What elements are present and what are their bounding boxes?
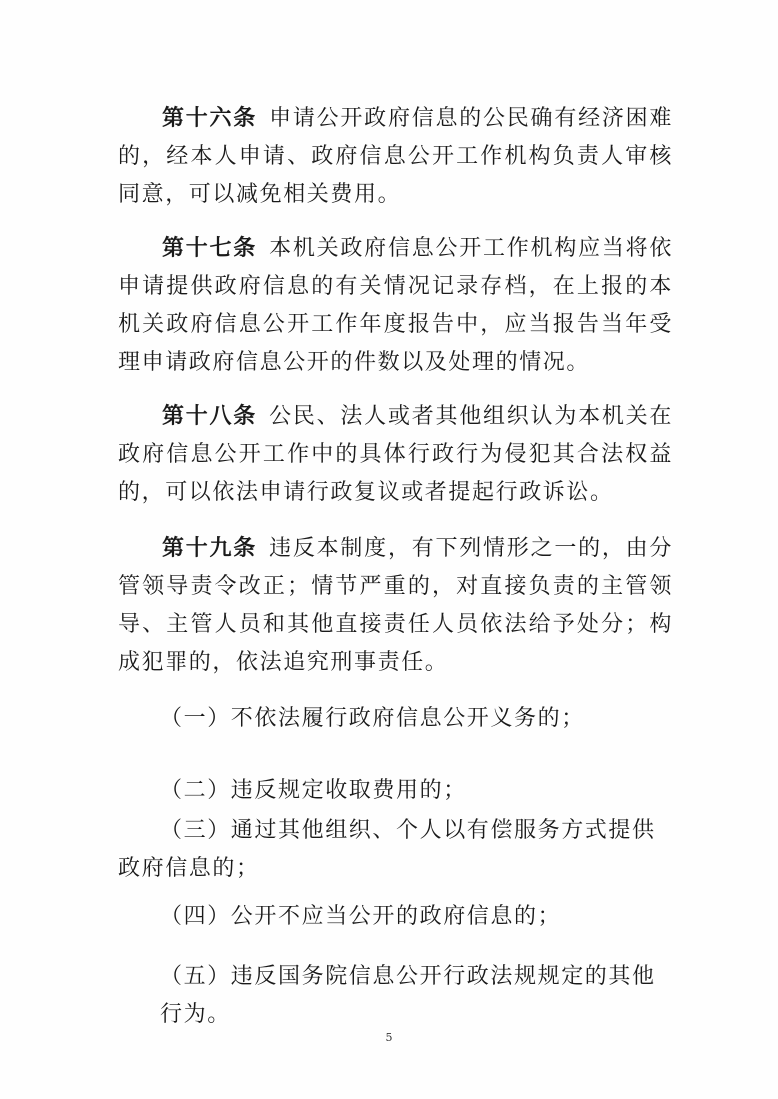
article-text: 申请公开政府信息的公民确有经济困难的，经本人申请、政府信息公开工作机构负责人审核同意，可以减免相关费用。 [118,106,674,207]
article-18 [118,398,673,512]
list-item: （三）通过其他组织、个人以有偿服务方式提供政府信息的； [118,818,656,881]
article-number: 第十七条 [162,236,258,261]
article-text: 公民、法人或者其他组织认为本机关在政府信息公开工作中的具体行政行为侵犯其合法权益的，可以依法申请行政复议或者提起行政诉讼。 [118,404,674,505]
article-paragraph [118,230,673,382]
article-text: 本机关政府信息公开工作机构应当将依申请提供政府信息的有关情况记录存档，在上报的本机关政府信息公开工作年度报告中，应当报告当年受理申请政府信息公开的件数以及处理的情况。 [118,236,674,375]
article-number: 第十六条 [162,106,258,131]
article-paragraph [118,100,673,214]
list-item: （一）不依法履行政府信息公开义务的； [160,706,585,731]
article-paragraph [118,530,673,682]
article-number: 第十九条 [162,536,258,561]
article-number: 第十八条 [162,404,258,429]
list-item: （四）公开不应当公开的政府信息的； [160,904,562,929]
article-19 [118,530,673,682]
article-16 [118,100,673,214]
list-item: （二）违反规定收取费用的； [160,778,467,803]
article-text: 违反本制度，有下列情形之一的，由分管领导责令改正；情节严重的，对直接负责的主管领导、主管人员和其他直接责任人员依法给予处分；构成犯罪的，依法追究刑事责任。 [118,536,674,675]
article-17 [118,230,673,382]
article-paragraph [118,398,673,512]
page-number: 5 [385,1031,393,1044]
list-item: （五）违反国务院信息公开行政法规规定的其他行为。 [160,964,656,1027]
